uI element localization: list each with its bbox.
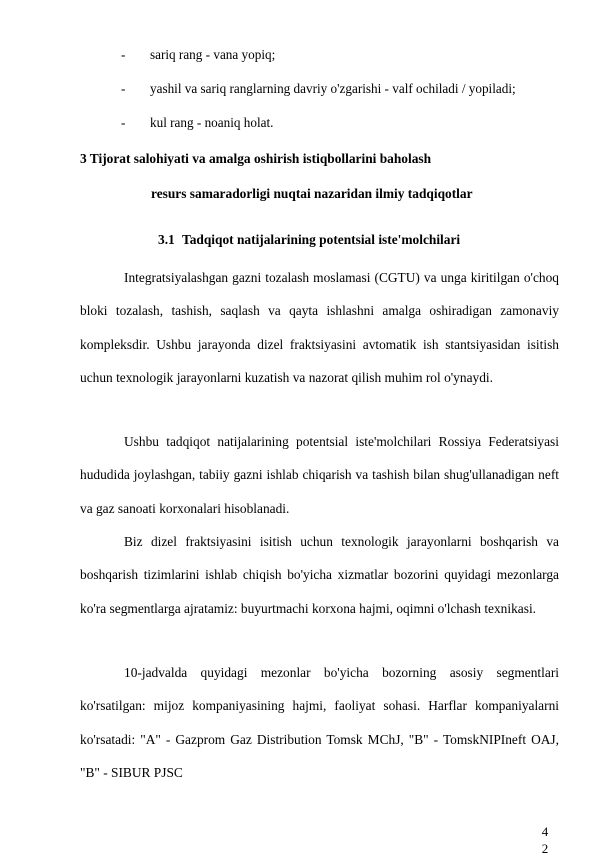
body-paragraph: 10-jadvalda quyidagi mezonlar bo'yicha bozorning asosiy segmentlari ko'rsatilgan: mijoz kompaniyasining hajmi, faoliyat sohasi. Harflar kompaniyalarni ko'rsatadi: "A" - Gazprom Gaz Distribution Tomsk MChJ, "B" - TomskNIPIneft OAJ, "B" - SIBUR PJSC	[80, 665, 559, 781]
bullet-marker: -	[121, 47, 126, 62]
body-paragraph: Ushbu tadqiqot natijalarining potentsial iste'molchilari Rossiya Federatsiyasi hududida joylashgan, tabiiy gazni ishlab chiqarish va tashish bilan shug'ullanadigan neft va gaz sanoati korxonalari hisoblanadi.	[80, 434, 559, 516]
bullet-text: sariq rang - vana yopiq;	[150, 47, 276, 62]
subsection-title: Tadqiqot natijalarining potentsial iste'molchilari	[182, 232, 461, 247]
page-number	[540, 823, 550, 857]
subsection-number: 3.1	[158, 232, 175, 247]
page-number-digit: 4	[541, 824, 549, 839]
bullet-marker: -	[121, 81, 126, 96]
bullet-marker: -	[121, 115, 126, 130]
body-paragraph: Integratsiyalashgan gazni tozalash moslamasi (CGTU) va unga kiritilgan o'choq bloki tozalash, tashish, saqlash va qayta ishlashni amalga oshiradigan zamonaviy kompleksdir. Ushbu jarayonda dizel fraktsiyasini avtomatik ish stantsiyasidan isitish uchun texnologik jarayonlarni kuzatish va nazorat qilish muhim rol o'ynaydi.	[80, 270, 559, 386]
bullet-text: yashil va sariq ranglarning davriy o'zgarishi - valf ochiladi / yopiladi;	[150, 81, 516, 96]
section-heading-continuation: resurs samaradorligi nuqtai nazaridan ilmiy tadqiqotlar	[151, 186, 473, 201]
section-heading: 3 Tijorat salohiyati va amalga oshirish istiqbollarini baholash	[80, 151, 432, 166]
subsection-heading	[158, 232, 460, 248]
body-paragraph: Biz dizel fraktsiyasini isitish uchun texnologik jarayonlarni boshqarish va boshqarish tizimlarini ishlab chiqish bo'yicha xizmatlar bozorini quyidagi mezonlarga ko'ra segmentlarga ajratamiz: buyurtmachi korxona hajmi, oqimni o'lchash texnikasi.	[80, 534, 559, 616]
page-number-digit: 2	[541, 841, 549, 856]
bullet-text: kul rang - noaniq holat.	[150, 115, 274, 130]
